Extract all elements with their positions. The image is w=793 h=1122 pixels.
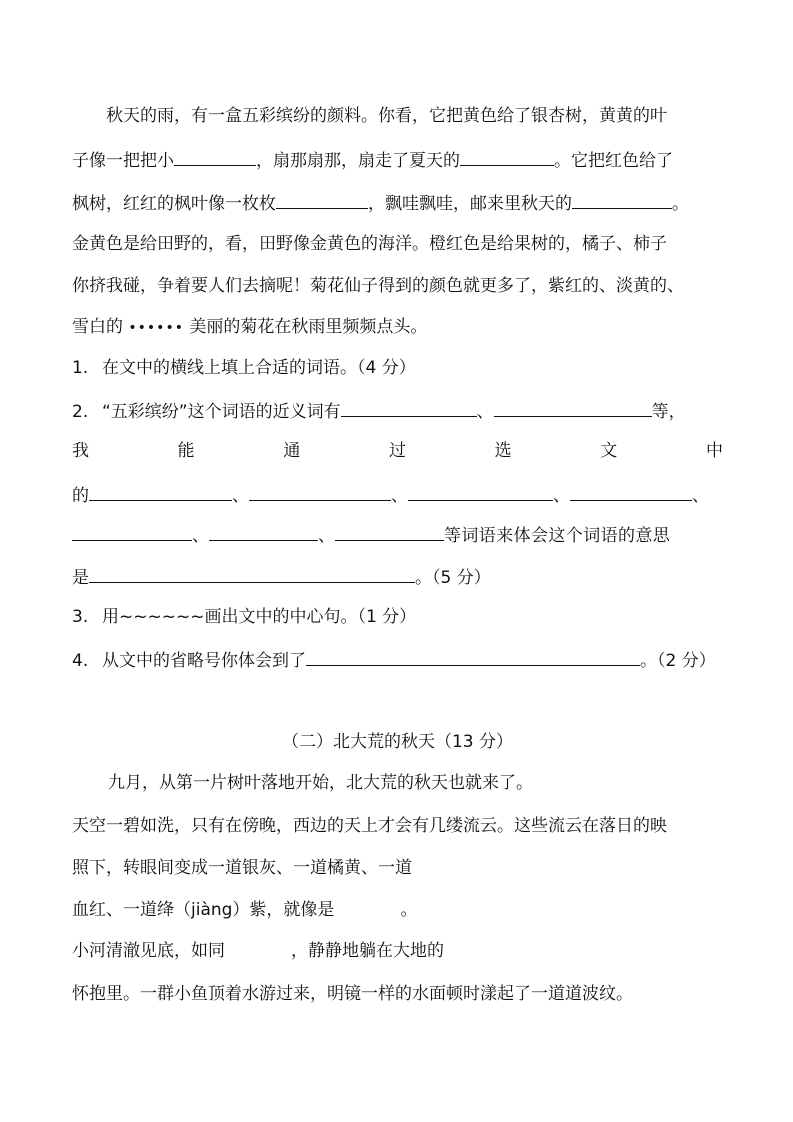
answer-blank[interactable]	[276, 189, 368, 209]
passage-line-1	[72, 103, 723, 129]
passage-line-5	[72, 273, 723, 299]
answer-blank[interactable]	[460, 146, 554, 166]
answer-blank[interactable]	[174, 146, 256, 166]
separator: 、	[553, 486, 570, 506]
question-number: 3.	[72, 607, 89, 627]
question-text: 。（5 分）	[415, 568, 491, 588]
question-2-line-3	[72, 481, 723, 507]
section-heading: （二）北大荒的秋天（13 分）	[281, 732, 514, 752]
question-text: 用~~~~~~画出文中的中心句。（1 分）	[102, 607, 417, 627]
answer-blank[interactable]	[89, 481, 232, 501]
section-title	[72, 729, 723, 755]
passage-text: 怀抱里。一群小鱼顶着水游过来，明镜一样的水面顿时漾起了一道道波纹。	[72, 984, 633, 1004]
passage-text: 金黄色是给田野的，看，田野像金黄色的海洋。橙红色是给果树的，橘子、柿子	[72, 234, 667, 254]
answer-blank[interactable]	[249, 481, 391, 501]
answer-blank[interactable]	[570, 481, 692, 501]
separator: 、	[232, 486, 249, 506]
section2-line-2	[72, 813, 723, 839]
separator: 、	[391, 486, 408, 506]
question-1	[72, 355, 723, 381]
spread-char: 选	[494, 441, 512, 461]
question-number: 1.	[72, 358, 89, 378]
answer-blank[interactable]	[341, 397, 477, 417]
question-4	[72, 646, 723, 672]
section2-line-6	[72, 981, 723, 1007]
separator: 、	[476, 402, 494, 422]
separator: 、	[318, 526, 335, 546]
question-number: 2.	[72, 402, 89, 422]
answer-blank[interactable]	[89, 563, 415, 583]
question-2-line-1	[72, 397, 723, 423]
question-number: 4.	[72, 651, 89, 671]
answer-blank[interactable]	[209, 521, 318, 541]
section2-line-3	[72, 855, 723, 881]
answer-blank[interactable]	[306, 646, 640, 666]
passage-line-3	[72, 189, 723, 215]
ellipsis-dots: ••••••	[128, 320, 184, 336]
question-text: 。（2 分）	[640, 651, 716, 671]
passage-line-6	[72, 314, 723, 340]
passage-text: 美丽的菊花在秋雨里频频点头。	[189, 317, 428, 337]
spread-char: 过	[388, 441, 406, 461]
passage-text: 你挤我碰，争着要人们去摘呢！菊花仙子得到的颜色就更多了，紫红的、淡黄的、	[72, 276, 684, 296]
passage-text: 枫树，红红的枫叶像一枚枚	[72, 194, 276, 214]
passage-text: 血红、一道绛（jiàng）紫，就像是	[72, 900, 335, 920]
question-2-line-5	[72, 563, 723, 589]
spread-char: 我	[72, 441, 89, 461]
question-text: 等，	[651, 402, 686, 422]
passage-text: 天空一碧如洗，只有在傍晚，西边的天上才会有几缕流云。这些流云在落日的映	[72, 816, 667, 836]
answer-blank[interactable]	[494, 397, 652, 417]
question-3	[72, 604, 723, 630]
passage-text: 照下，转眼间变成一道银灰、一道橘黄、一道	[72, 858, 412, 878]
answer-blank[interactable]	[572, 189, 672, 209]
question-text: 在文中的横线上填上合适的词语。（4 分）	[102, 358, 416, 378]
section2-line-1	[72, 770, 723, 796]
passage-text: ，飘哇飘哇，邮来里秋天的	[368, 194, 572, 214]
passage-line-2	[72, 146, 723, 172]
question-text: 从文中的省略号你体会到了	[102, 651, 306, 671]
spread-char: 能	[177, 441, 195, 461]
passage-text: 子像一把把小	[72, 151, 174, 171]
question-text: 等词语来体会这个词语的意思	[444, 526, 671, 546]
passage-text: 。	[400, 900, 418, 920]
question-2-line-4	[72, 521, 723, 547]
passage-text: 。	[672, 194, 689, 214]
passage-text: 。它把红色给了	[554, 151, 673, 171]
separator: 、	[192, 526, 209, 546]
section2-line-5	[72, 938, 723, 964]
passage-text: 秋天的雨，有一盒五彩缤纷的颜料。你看，它把黄色给了银杏树，黄黄的叶	[106, 106, 667, 126]
passage-text: 小河清澈见底，如同	[72, 941, 225, 961]
section2-line-4	[72, 897, 723, 923]
passage-text: ，扇那扇那，扇走了夏天的	[256, 151, 460, 171]
question-2-line-2	[72, 438, 723, 464]
passage-text: 雪白的	[72, 317, 123, 337]
answer-blank[interactable]	[408, 481, 553, 501]
spread-char: 文	[600, 441, 618, 461]
question-text: 的	[72, 486, 89, 506]
passage-text: 九月，从第一片树叶落地开始，北大荒的秋天也就来了。	[108, 773, 533, 793]
passage-text: ，静静地躺在大地的	[291, 941, 444, 961]
question-text: “五彩缤纷”这个词语的近义词有	[102, 402, 341, 422]
answer-blank[interactable]	[335, 521, 444, 541]
spread-char: 通	[283, 441, 301, 461]
spread-char: 中	[705, 441, 723, 461]
answer-blank[interactable]	[72, 521, 192, 541]
separator: 、	[692, 486, 709, 506]
question-text: 是	[72, 568, 89, 588]
passage-line-4	[72, 231, 723, 257]
